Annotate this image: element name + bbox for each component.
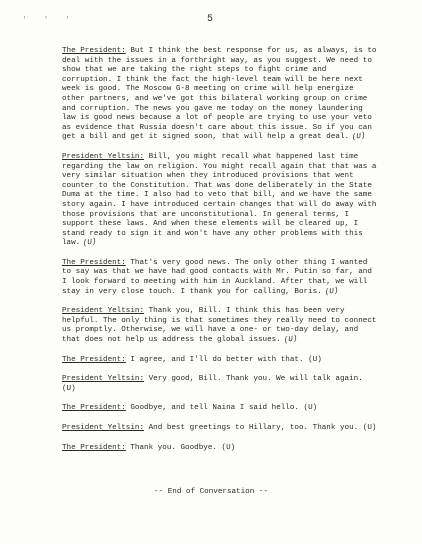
classification-marking: (U) <box>283 335 298 345</box>
paragraph-5 <box>62 356 380 366</box>
speaker-label: The President: <box>62 443 126 452</box>
paragraph-8 <box>62 424 380 434</box>
end-of-conversation: -- End of Conversation -- <box>154 488 268 496</box>
speaker-label: President Yeltsin: <box>62 307 145 316</box>
speaker-label: The President: <box>62 404 126 413</box>
page-number: 5 <box>207 14 214 25</box>
speaker-label: The President: <box>62 258 126 267</box>
paragraph-2 <box>62 153 380 249</box>
transcript-body <box>62 47 380 463</box>
speaker-label: The President: <box>62 47 126 55</box>
paragraph-text: That's very good news. The only other thing I wanted to say was that we have had good contacts with Mr. Putin so far, and I look forward to meeting with him in Auckland. After that, we will stay in very close touch. I thank you for calling, Boris. <box>62 258 372 296</box>
paragraph-text: Thank you. Goodbye. (U) <box>125 443 236 452</box>
speaker-label: President Yeltsin: <box>62 152 145 161</box>
paragraph-text: Bill, you might recall what happened last time regarding the law on religion. You might recall again that that was a very similar situation when they introduced provisions that went counter to the Constitution. That was done deliberately in the State Duma at the time. I also had to veto that bill, and we have the same story again. I have introduced certain changes that will do away with those provisions that are unconstitutional. In general terms, I support these laws. And when these elements will be cleared up, I stand ready to sign it and won't have any other problems with this law. <box>62 152 377 248</box>
paragraph-3 <box>62 259 380 297</box>
paragraph-6 <box>62 375 380 394</box>
paragraph-4 <box>62 307 380 345</box>
paragraph-7 <box>62 404 380 414</box>
classification-marking: (U) <box>82 238 98 249</box>
corner-marks: ' ' ' <box>22 16 77 25</box>
classification-marking: (U) <box>324 286 339 297</box>
paragraph-text: Thank you, Bill. I think this has been very helpful. The only thing is that sometimes they really need to connect us promptly. Otherwise, we will have a one- or two-day delay, and that does not help us address the global issues. <box>62 307 377 345</box>
paragraph-text: Very good, Bill. Thank you. We will talk again. (U) <box>62 375 363 393</box>
paragraph-9 <box>62 444 380 454</box>
paragraph-text: But I think the best response for us, as always, is to deal with the issues in a forthright way, as you suggest. We need to show that we are taking the right steps to fight crime and corruption. I think the fact the high-level team will be here next week is good. The Moscow G-8 meeting on crime will help energize other partners, and we've got this bilateral working group on crime and corruption. The news you gave me today on the money laundering law is good news because a lot of people are trying to use your veto as evidence that Russia doesn't care about this issue. So if you can get a bill and get it signed soon, that will help a great deal. <box>62 47 377 142</box>
speaker-label: President Yeltsin: <box>62 375 145 384</box>
speaker-label: The President: <box>62 355 126 364</box>
paragraph-text: Goodbye, and tell Naina I said hello. (U) <box>125 404 318 413</box>
paragraph-text: I agree, and I'll do better with that. (U) <box>125 355 322 364</box>
speaker-label: President Yeltsin: <box>62 424 145 432</box>
classification-marking: (U) <box>351 132 367 143</box>
paragraph-text: And best greetings to Hillary, too. Thank you. (U) <box>144 424 377 432</box>
paragraph-1 <box>62 47 380 143</box>
